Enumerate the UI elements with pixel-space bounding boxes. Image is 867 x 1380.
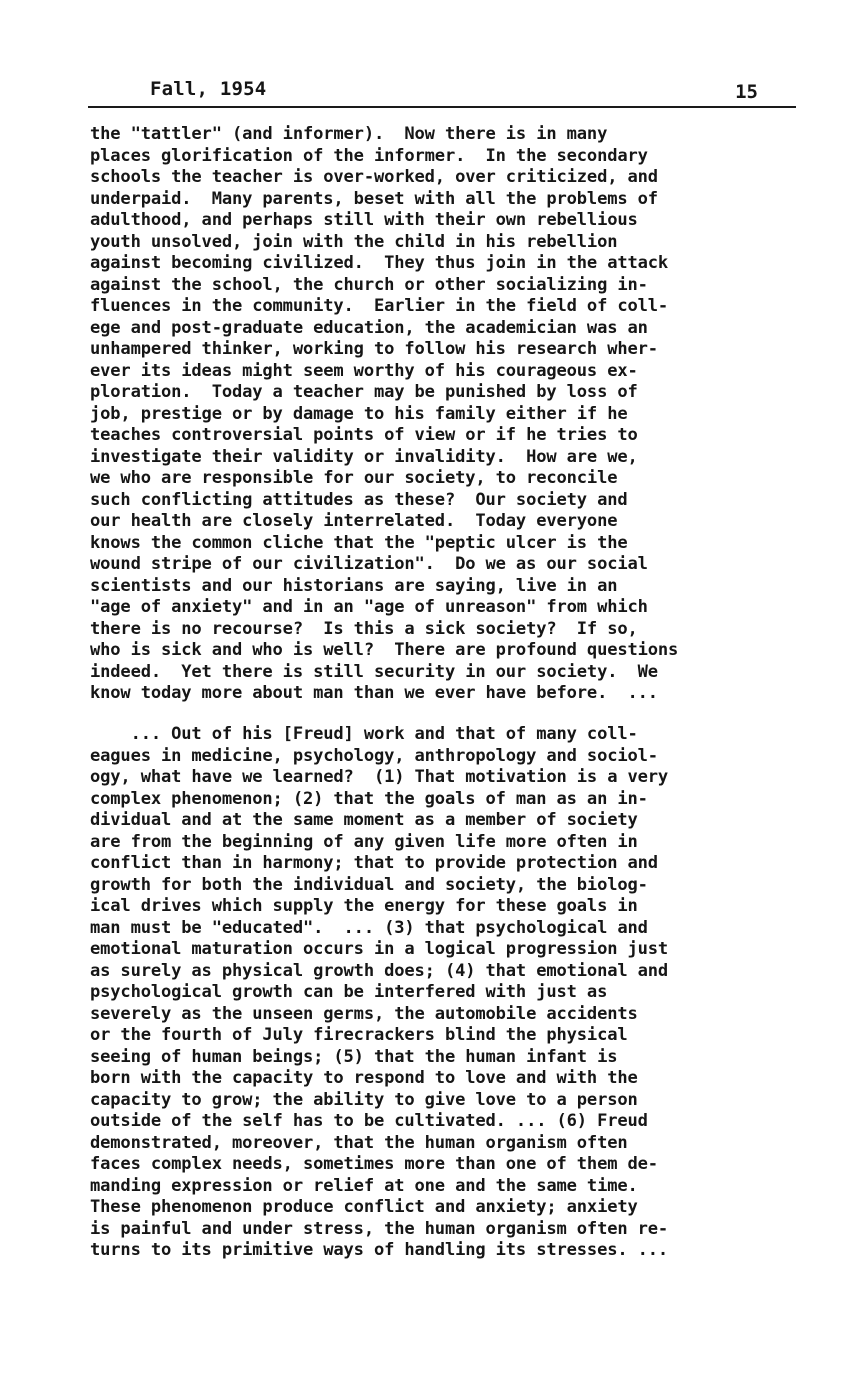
text-line: capacity to grow; the ability to give love to a person [90,1089,638,1110]
text-line: scientists and our historians are saying, live in an [90,575,618,596]
text-line: eagues in medicine, psychology, anthropology and sociol- [90,745,658,766]
text-line: faces complex needs, sometimes more than one of them de- [90,1154,658,1174]
text-line: ... Out of his [Freud] work and that of many coll- [90,724,638,744]
text-line: growth for both the individual and society, the biolog- [90,874,648,895]
text-line: who is sick and who is well? There are profound questions [90,640,679,660]
text-line: job, prestige or by damage to his family either if he [90,403,628,424]
text-line: ever its ideas might seem worthy of his courageous ex- [90,360,638,381]
text-line: dividual and at the same moment as a member of society [90,810,638,830]
text-line: ege and post-graduate education, the academician was an [90,317,648,338]
text-line: teaches controversial points of view or if he tries to [90,425,638,445]
text-line: man must be "educated". ... (3) that psychological and [90,917,648,938]
text-line: knows the common cliche that the "peptic ulcer is the [90,532,628,553]
text-line: or the fourth of July firecrackers blind the physical [90,1025,628,1045]
text-line: against the school, the church or other socializing in- [90,274,648,295]
text-line: complex phenomenon; (2) that the goals of man as an in- [90,788,648,809]
text-line: the "tattler" (and informer). Now there is in many [90,124,608,144]
issue-date: Fall, 1954 [150,78,267,100]
text-line: outside of the self has to be cultivated. ... (6) Freud [90,1111,648,1131]
text-line: indeed. Yet there is still security in our society. We [90,661,658,682]
text-line: such conflicting attitudes as these? Our society and [90,489,628,510]
text-line: manding expression or relief at one and the same time. [90,1175,638,1196]
text-line: turns to its primitive ways of handling its stresses. ... [90,1240,669,1260]
text-line: investigate their validity or invalidity. How are we, [90,446,638,467]
text-line: unhampered thinker, working to follow his research wher- [90,339,658,359]
paragraph-2 [90,724,835,1262]
text-line: is painful and under stress, the human organism often re- [90,1218,669,1239]
text-line: ploration. Today a teacher may be punished by loss of [90,382,638,402]
paragraph-1 [90,124,835,705]
running-header [88,76,796,108]
text-line: our health are closely interrelated. Today everyone [90,511,618,531]
text-line: These phenomenon produce conflict and anxiety; anxiety [90,1197,638,1217]
text-line: places glorification of the informer. In the secondary [90,145,648,166]
text-line: are from the beginning of any given life more often in [90,831,638,852]
text-line: fluences in the community. Earlier in the field of coll- [90,296,669,316]
page-number: 15 [735,81,758,103]
text-line: as surely as physical growth does; (4) that emotional and [90,960,669,981]
text-line: emotional maturation occurs in a logical progression just [90,939,669,959]
text-line: know today more about man than we ever have before. ... [90,683,658,703]
text-line: adulthood, and perhaps still with their own rebellious [90,210,638,230]
text-line: "age of anxiety" and in an "age of unreason" from which [90,597,648,617]
text-line: conflict than in harmony; that to provide protection and [90,853,658,873]
text-line: severely as the unseen germs, the automobile accidents [90,1003,638,1024]
text-line: ogy, what have we learned? (1) That motivation is a very [90,767,669,787]
text-line: seeing of human beings; (5) that the human infant is [90,1046,618,1067]
text-line: born with the capacity to respond to love and with the [90,1068,638,1088]
text-line: wound stripe of our civilization". Do we as our social [90,554,648,574]
text-line: we who are responsible for our society, to reconcile [90,468,618,488]
text-line: psychological growth can be interfered with just as [90,982,608,1002]
text-line: underpaid. Many parents, beset with all the problems of [90,188,658,209]
text-line: youth unsolved, join with the child in his rebellion [90,231,618,252]
text-line: demonstrated, moreover, that the human organism often [90,1132,628,1153]
text-line: ical drives which supply the energy for these goals in [90,896,638,916]
text-line: there is no recourse? Is this a sick society? If so, [90,618,638,639]
text-line: against becoming civilized. They thus join in the attack [90,253,669,273]
text-line: schools the teacher is over-worked, over criticized, and [90,167,658,187]
